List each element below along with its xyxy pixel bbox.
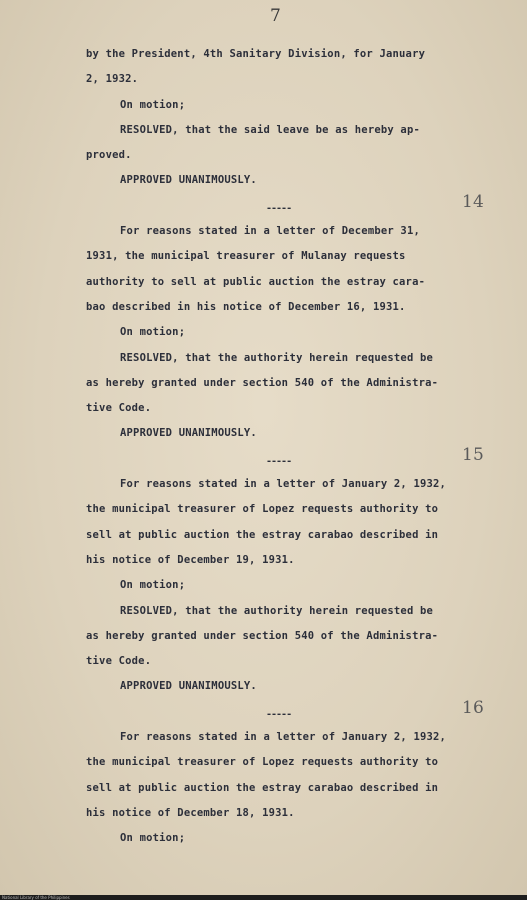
item-separator-row: [86, 697, 506, 725]
text-line: RESOLVED, that the authority herein requested be: [120, 604, 434, 617]
text-line: On motion;: [120, 98, 186, 111]
separator-dashes: -----: [266, 202, 292, 214]
item-number: 14: [462, 191, 485, 212]
text-line: For reasons stated in a letter of December 31,: [120, 225, 420, 238]
text-line: For reasons stated in a letter of January 2, 1932,: [120, 731, 447, 744]
page-number: 7: [270, 6, 281, 26]
text-line: APPROVED UNANIMOUSLY.: [120, 427, 257, 440]
text-line: as hereby granted under section 540 of the Administra-: [86, 629, 439, 642]
text-line: by the President, 4th Sanitary Division, for January: [86, 48, 426, 60]
document-body: [86, 42, 506, 852]
text-line: RESOLVED, that the authority herein requested be: [120, 351, 434, 364]
separator-dashes: -----: [266, 455, 292, 467]
text-line: tive Code.: [86, 402, 152, 415]
text-line: the municipal treasurer of Lopez requests authority to: [86, 503, 439, 516]
item-number: 16: [462, 697, 485, 718]
text-line: APPROVED UNANIMOUSLY.: [120, 680, 257, 693]
text-line: as hereby granted under section 540 of the Administra-: [86, 376, 439, 389]
item-separator-row: [86, 444, 506, 472]
text-line: 2, 1932.: [86, 73, 139, 86]
archive-footer-strip: [0, 895, 527, 900]
text-line: APPROVED UNANIMOUSLY.: [120, 174, 257, 187]
text-line: his notice of December 19, 1931.: [86, 553, 295, 566]
archive-footer-text: National Library of the Philippines: [2, 895, 70, 900]
separator-dashes: -----: [266, 708, 292, 720]
text-line: On motion;: [120, 579, 186, 592]
item-number: 15: [462, 444, 485, 465]
text-line: RESOLVED, that the said leave be as hereby ap-: [120, 123, 420, 136]
text-line: the municipal treasurer of Lopez requests authority to: [86, 756, 439, 769]
text-line: proved.: [86, 149, 132, 162]
item-separator-row: [86, 191, 506, 219]
text-line: For reasons stated in a letter of January 2, 1932,: [120, 478, 447, 491]
text-line: 1931, the municipal treasurer of Mulanay requests: [86, 250, 406, 263]
text-line: authority to sell at public auction the estray cara-: [86, 275, 426, 288]
text-line: sell at public auction the estray carabao described in: [86, 781, 439, 794]
text-line: tive Code.: [86, 655, 152, 668]
text-line: On motion;: [120, 326, 186, 339]
text-line: On motion;: [120, 832, 186, 845]
text-line: bao described in his notice of December 16, 1931.: [86, 300, 406, 313]
text-line: sell at public auction the estray carabao described in: [86, 528, 439, 541]
text-line: his notice of December 18, 1931.: [86, 806, 295, 819]
